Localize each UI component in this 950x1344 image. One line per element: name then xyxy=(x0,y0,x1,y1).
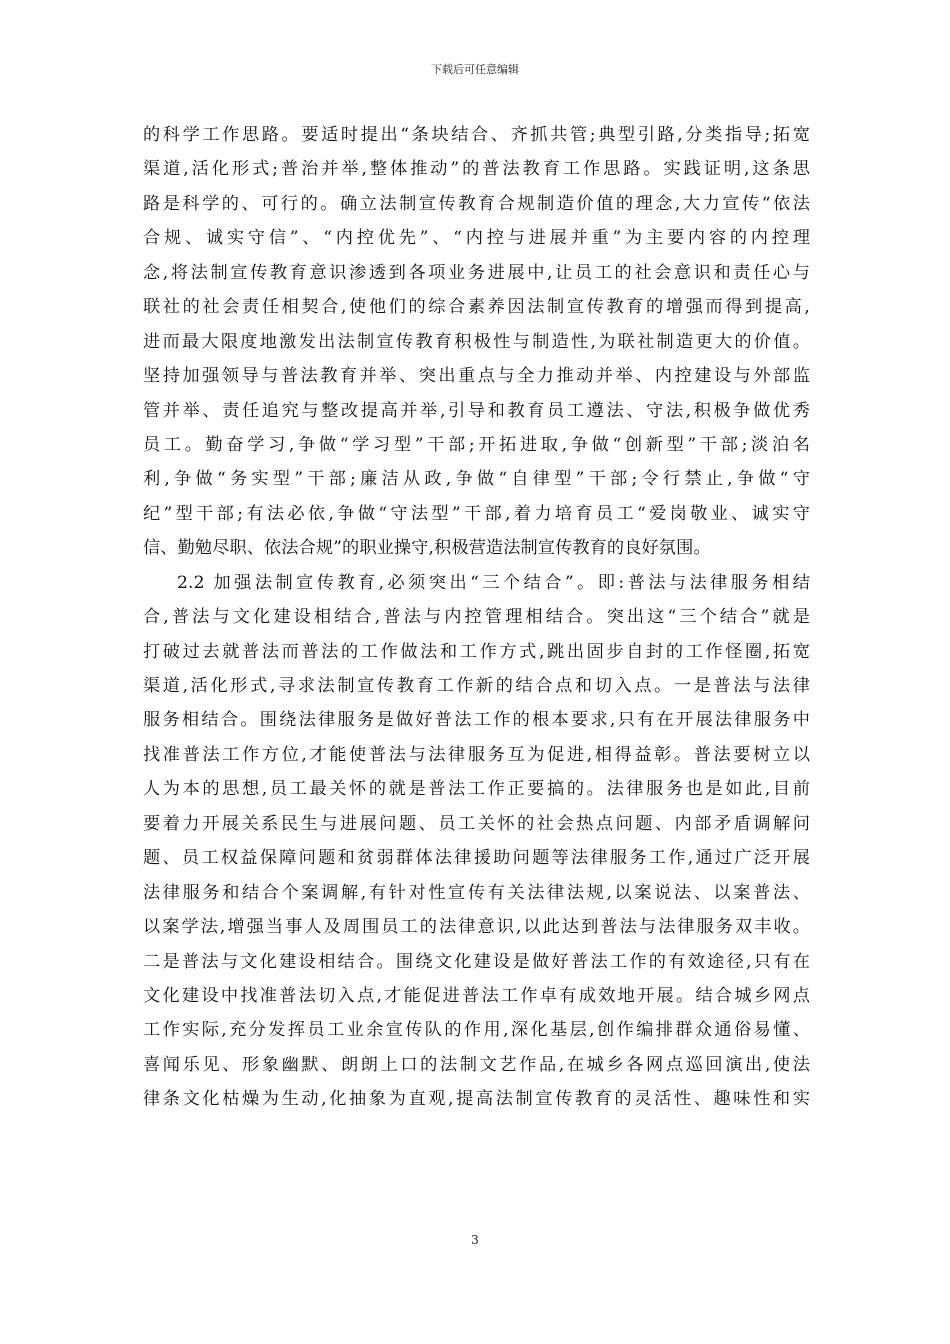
text-line: 二是普法与文化建设相结合。围绕文化建设是做好普法工作的有效途径,只有在 xyxy=(143,951,810,972)
text-line: 要着力开展关系民生与进展问题、员工关怀的社会热点问题、内部矛盾调解问 xyxy=(143,813,810,834)
text-line: 法律服务和结合个案调解,有针对性宣传有关法律法规,以案说法、以案普法、 xyxy=(143,882,810,903)
text-line: 的科学工作思路。要适时提出“条块结合、齐抓共管;典型引路,分类指导;拓宽 xyxy=(143,125,810,145)
text-line: 坚持加强领导与普法教育并举、突出重点与全力推动并举、内控建设与外部监 xyxy=(143,366,810,387)
text-line: 渠道,活化形式,寻求法制宣传教育工作新的结合点和切入点。一是普法与法律 xyxy=(143,676,810,696)
text-line: 合规、诚实守信”、“内控优先”、“内控与进展并重”为主要内容的内控理 xyxy=(143,228,810,249)
text-line: 题、员工权益保障问题和贫弱群体法律援助问题等法律服务工作,通过广泛开展 xyxy=(143,848,810,869)
text-line: 律条文化枯燥为生动,化抽象为直观,提高法制宣传教育的灵活性、趣味性和实 xyxy=(143,1089,810,1110)
text-line: 念,将法制宣传教育意识渗透到各项业务进展中,让员工的社会意识和责任心与 xyxy=(143,262,810,283)
text-line: 人为本的思想,员工最关怀的就是普法工作正要搞的。法律服务也是如此,目前 xyxy=(143,779,810,800)
text-line: 服务相结合。围绕法律服务是做好普法工作的根本要求,只有在开展法律服务中 xyxy=(143,710,810,731)
text-line: 2.2 加强法制宣传教育,必须突出“三个结合”。即:普法与法律服务相结 xyxy=(177,572,810,593)
text-line: 找准普法工作方位,才能使普法与法律服务互为促进,相得益彰。普法要树立以 xyxy=(143,744,810,765)
text-line: 利,争做“务实型”干部;廉洁从政,争做“自律型”干部;令行禁止,争做“守 xyxy=(143,469,810,490)
text-line: 渠道,活化形式;普治并举,整体推动”的普法教育工作思路。实践证明,这条思 xyxy=(143,159,810,180)
text-line: 喜闻乐见、形象幽默、朗朗上口的法制文艺作品,在城乡各网点巡回演出,使法 xyxy=(143,1054,810,1075)
paragraph-2 xyxy=(143,566,810,1117)
document-body xyxy=(143,118,810,1117)
text-line: 纪”型干部;有法必依,争做“守法型”干部,着力培育员工“爱岗敬业、诚实守 xyxy=(143,503,810,524)
text-line: 文化建设中找准普法切入点,才能促进普法工作卓有成效地开展。结合城乡网点 xyxy=(143,985,810,1006)
text-line: 联社的社会责任相契合,使他们的综合素养因法制宣传教育的增强而得到提高, xyxy=(143,297,810,318)
page-header-note: 下载后可任意编辑 xyxy=(431,63,519,76)
text-line: 进而最大限度地激发出法制宣传教育积极性与制造性,为联社制造更大的价值。 xyxy=(143,331,810,352)
text-line: 以案学法,增强当事人及周围员工的法律意识,以此达到普法与法律服务双丰收。 xyxy=(143,917,810,938)
text-line: 信、勤勉尽职、依法合规”的职业操守,积极营造法制宣传教育的良好氛围。 xyxy=(143,538,711,559)
text-line: 合,普法与文化建设相结合,普法与内控管理相结合。突出这“三个结合”就是 xyxy=(143,607,810,628)
text-line: 管并举、责任追究与整改提高并举,引导和教育员工遵法、守法,积极争做优秀 xyxy=(143,400,810,421)
text-line: 员工。勤奋学习,争做“学习型”干部;开拓进取,争做“创新型”干部;淡泊名 xyxy=(143,434,810,455)
text-line: 路是科学的、可行的。确立法制宣传教育合规制造价值的理念,大力宣传“依法 xyxy=(143,193,810,214)
paragraph-1 xyxy=(143,118,810,566)
text-line: 工作实际,充分发挥员工业余宣传队的作用,深化基层,创作编排群众通俗易懂、 xyxy=(143,1020,810,1041)
text-line: 打破过去就普法而普法的工作做法和工作方式,跳出固步自封的工作怪圈,拓宽 xyxy=(143,641,810,662)
page-number: 3 xyxy=(471,1233,479,1247)
